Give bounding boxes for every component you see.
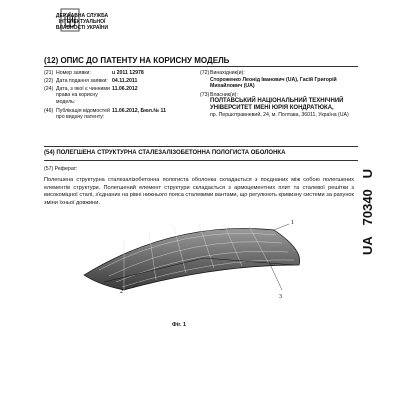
- inventors-label: Винахідник(и):: [210, 70, 245, 76]
- figure-label-2: 2: [120, 289, 123, 295]
- field-code: (46): [44, 107, 54, 114]
- figure-label-3: 3: [279, 294, 282, 300]
- owner-address: пр. Першотравневий, 24, м. Полтава, 36011, Україна (UA): [210, 112, 349, 118]
- inventors-value: Стороженко Леонід Іванович (UA), Гасій Григорій Михайлович (UA): [210, 76, 337, 89]
- field-row: [44, 86, 204, 108]
- field-code: (73): [200, 91, 210, 98]
- document-title: (12) ОПИС ДО ПАТЕНТУ НА КОРИСНУ МОДЕЛЬ: [44, 56, 230, 65]
- field-value: 11.06.2012, Бюл.№ 11: [112, 107, 167, 114]
- country-code: UA: [360, 236, 375, 255]
- field-code: (22): [44, 77, 54, 84]
- abstract-heading: (57) Реферат:: [44, 166, 78, 172]
- owner-label: Власник(и):: [210, 91, 238, 98]
- invention-title: (54) ПОЛЕГШЕНА СТРУКТУРНА СТАЛЕЗАЛІЗОБЕТОННА ПОЛОГИСТА ОБОЛОНКА: [44, 150, 286, 156]
- field-code: (24): [44, 85, 54, 92]
- shell-drawing: [64, 210, 334, 320]
- field-label: Дата, з якої є чинними права на корисну модель:: [56, 85, 110, 105]
- field-label: Публікація відомостей про видачу патенту:: [56, 107, 110, 121]
- field-row: [44, 78, 204, 86]
- field-label: Дата подання заявки:: [56, 77, 108, 84]
- figure-label-1: 1: [291, 220, 294, 226]
- field-value: 11.06.2012: [112, 85, 138, 92]
- bibliographic-fields: [44, 70, 204, 121]
- field-row: [44, 70, 204, 78]
- divider: [44, 66, 358, 67]
- field-code: (21): [44, 70, 54, 76]
- patent-number: 70340: [360, 189, 375, 226]
- inventors-row: [200, 70, 360, 90]
- parties-block: [200, 70, 360, 119]
- owner-value: ПОЛТАВСЬКИЙ НАЦІОНАЛЬНИЙ ТЕХНІЧНИЙ УНІВЕРСИТЕТ ІМЕНІ ЮРІЯ КОНДРАТЮКА,: [210, 98, 344, 111]
- divider: [44, 160, 358, 161]
- field-label: Номер заявки:: [56, 70, 91, 76]
- agency-name: ДЕРЖАВНА СЛУЖБА ІНТЕЛЕКТУАЛЬНОЇ ВЛАСНОСТІ УКРАЇНИ: [55, 13, 109, 31]
- patent-kind: U: [360, 168, 375, 179]
- abstract-text: Полегшена структурна сталезалізобетонна пологиста оболонка складається з поєднаних між собою полегшених елементів структури. Полегшений елемент структури складається з армоцементних плит та сталевої решітки з високоміцної сталі, з'єднаних на рівні нижнього пояса сталевими вантами, що регулюють кривизну системи за рахунок зміни їхньої довжини.: [44, 177, 354, 206]
- field-code: (72): [200, 70, 210, 76]
- patent-number-vertical: [360, 169, 375, 255]
- owner-row: [200, 92, 360, 119]
- divider: [44, 146, 358, 147]
- field-value: u 2011 12978: [112, 70, 144, 76]
- figure-caption: Фіг. 1: [172, 322, 187, 328]
- field-row: [44, 108, 204, 121]
- field-value: 04.11.2011: [112, 77, 138, 84]
